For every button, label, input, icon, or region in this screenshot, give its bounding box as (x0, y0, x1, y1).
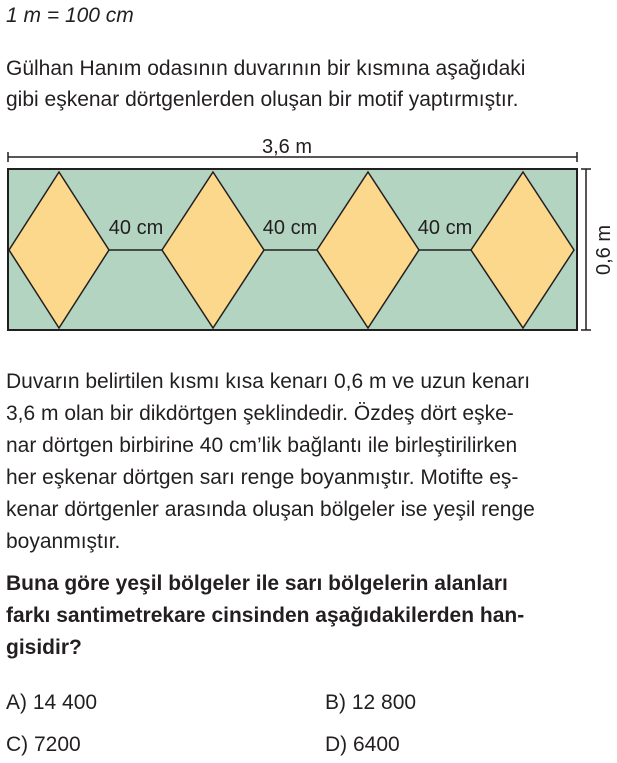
question-line-3: gisidir? (6, 636, 82, 659)
connector-label-1: 40 cm (108, 217, 164, 239)
option-a[interactable]: A) 14 400 (6, 691, 98, 714)
description-line-3: nar dörtgen birbirine 40 cm’lik bağlantı ile birleştirilirken (6, 434, 518, 457)
intro-line-2: gibi eşkenar dörtgenlerden oluşan bir motif yaptırmıştır. (6, 88, 519, 111)
question-line-2: farkı santimetrekare cinsinden aşağıdakilerden han- (6, 604, 525, 627)
description-line-5: kenar dörtgenler arasında oluşan bölgeler ise yeşil renge (6, 498, 535, 521)
option-d[interactable]: D) 6400 (325, 733, 400, 756)
connector-label-3: 40 cm (417, 217, 473, 239)
description-line-2: 3,6 m olan bir dikdörtgen şeklindedir. Özdeş dört eşke- (6, 402, 514, 425)
connector-label-2: 40 cm (262, 217, 318, 239)
description-line-4: her eşkenar dörtgen sarı renge boyanmıştır. Motifte eş- (6, 466, 519, 489)
description-line-6: boyanmıştır. (6, 530, 121, 553)
unit-conversion: 1 m = 100 cm (6, 4, 134, 27)
option-c[interactable]: C) 7200 (6, 733, 81, 756)
description-line-1: Duvarın belirtilen kısmı kısa kenarı 0,6 m ve uzun kenarı (6, 370, 531, 393)
option-b[interactable]: B) 12 800 (325, 691, 417, 714)
question-line-1: Buna göre yeşil bölgeler ile sarı bölgelerin alanları (6, 572, 508, 595)
intro-line-1: Gülhan Hanım odasının duvarının bir kısmına aşağıdaki (6, 57, 526, 80)
height-label: 0,6 m (593, 224, 615, 276)
width-label: 3,6 m (261, 136, 313, 158)
wall-motif-figure (0, 130, 617, 340)
